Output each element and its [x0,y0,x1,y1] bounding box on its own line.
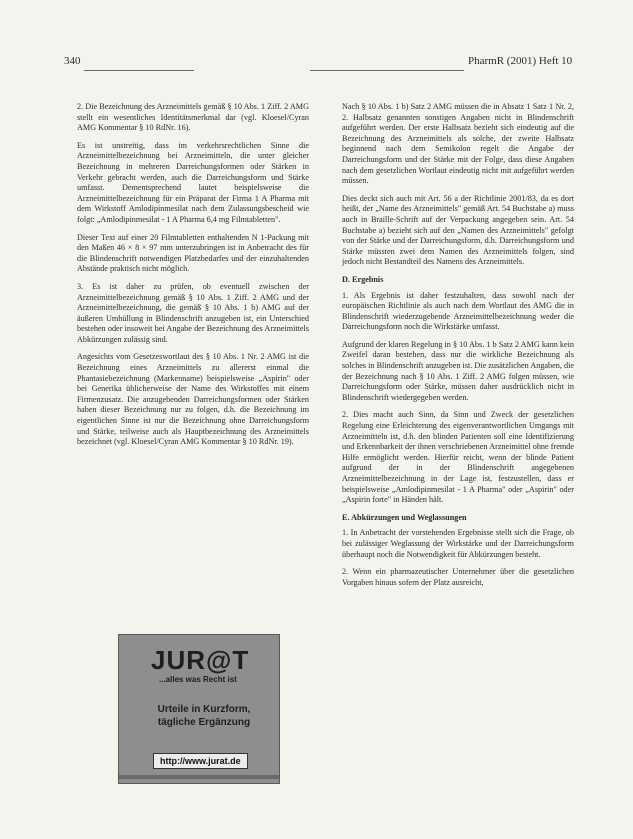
header-rule-right [310,70,464,71]
paragraph: Angesichts vom Gesetzeswortlaut des § 10 Abs. 1 Nr. 2 AMG ist die Bezeichnung eines Arzneimittels zu allererst einmal die Phantasiebezeichnung (Markenname) beispielsweise „Aspirin" oder bei Generika üblicherweise der Name des Wirkstoffes mit einem Firmenzusatz. Die anzugebenden Darreichungsformen oder Stärken haben dieser Bezeichnung nur zu folgen, d.h. die Bezeichnung im eigentlichen Sinne ist nur die Bezeichnung ohne Darreichungsform und Stärke, teilweise auch als Hauptbezeichnung des Arzneimittels bezeichnet (vgl. Kloesel/Cyran AMG Kommentar § 10 RdNr. 19). [77,352,309,447]
journal-reference: PharmR (2001) Heft 10 [468,55,573,67]
paragraph: Es ist unstreitig, dass im verkehrsrechtlichen Sinne die Arzneimittelbezeichnung bei Arzneimitteln, die unter gleicher Bezeichnung in mehreren Darreichungsformen oder Stärken in Verkehr gebracht werden, auch die Darreichungsform und Stärke umfasst. Dementsprechend lautet beispielsweise die Arzneimittelbezeichnung für ein Präparat der Firma 1 A Pharma mit dem Wirkstoff Amlodipinmesilat nach dem Zulassungsbescheid wie folgt: „Amlodipinmesilat - 1 A Pharma 6,4 mg Filmtabletten". [77,140,309,224]
paragraph: 3. Es ist daher zu prüfen, ob eventuell zwischen der Arzneimittelbezeichnung gemäß § 10 Abs. 1 Ziff. 2 AMG und der Arzneimittelbezeichnung, die gemäß § 10 Abs. 1 b) AMG auf der äußeren Umhüllung in Blindenschrift anzugeben ist, ein Unterschied bestehen oder insoweit bei Angabe der Bezeichnung des Arzneimittels Abkürzungen zulässig sind. [77,281,309,344]
section-heading-d: D. Ergebnis [342,274,384,284]
ad-tagline: Urteile in Kurzform, tägliche Ergänzung [157,704,251,728]
paragraph: Dieser Text auf einer 20 Filmtabletten enthaltenden N 1-Packung mit den Maßen 46 × 8 × 97 mm unterzubringen ist in Anbetracht des für die Blindenschrift notwendigen Platzbedarfes und der einzuhaltenden Abstände praktisch nicht möglich. [77,232,309,274]
paragraph: 2. Wenn ein pharmazeutischer Unternehmer über die gesetzlichen Vorgaben hinaus sofern der Platz ausreicht, [342,567,574,587]
paragraph: 1. Als Ergebnis ist daher festzuhalten, dass sowohl nach der europäischen Richtlinie als auch nach dem Wortlaut des AMG die in Blindenschrift wiederzugebende Arzneimittelbezeichnung weder die Darreichungsform noch die Wirkstärke umfasst. [342,290,574,332]
ad-url: http://www.jurat.de [153,753,248,769]
paragraph: Nach § 10 Abs. 1 b) Satz 2 AMG müssen die in Absatz 1 Satz 1 Nr. 2, 2. Halbsatz genannten sonstigen Angaben nicht in Blindenschrift aufgeführt werden. Der erste Halbsatz bezieht sich eindeutig auf die Bezeichnung des Arzneimittels als solche, der zweite Halbsatz beginnend nach dem Semikolon regelt die Angabe der Darreichungsform und der Stärke mit der Folge, dass diese Angaben nach dem gesetzlichen Wortlaut eindeutig nicht mit aufgeführt werden müssen. [342,102,574,186]
paragraph: Aufgrund der klaren Regelung in § 10 Abs. 1 b Satz 2 AMG kann kein Zweifel daran bestehen, dass nur die wirkliche Bezeichnung als solches in Blindenschrift anzugeben ist. Die zusätzlichen Angaben, die der Bezeichnung nach § 10 Abs. 1 Ziff. 2 AMG folgen müssen, wie Darreichungsform oder Stärke, müssen daher ausdrücklich nicht in Blindenschrift wiedergegeben werden. [342,339,574,402]
paragraph: 2. Die Bezeichnung des Arzneimittels gemäß § 10 Abs. 1 Ziff. 2 AMG stellt ein wesentliches Identitätsmerkmal dar (vgl. Kloesel/Cyran AMG Kommentar § 10 RdNr. 16). [77,102,309,133]
jurat-logo: JUR@T [151,645,250,675]
paragraph: 2. Dies macht auch Sinn, da Sinn und Zweck der gesetzlichen Regelung eine Erleichterung des eigenverantwortlichen Umgangs mit Arzneimitteln ist, d.h. den blinden Patienten soll eine Identifizierung und Erkennbarkeit der ihnen verschriebenen Arzneimittel ohne fremde Hilfe ermöglicht werden. Hierfür reicht, wenn der blinde Patient aufgrund der in der Blindenschrift angegebenen Arzneimittelbezeichnung in der Lage ist, festzustellen, dass er beispielsweise „Amlodipinmesilat - 1 A Pharma" oder „Aspirin" oder „Aspirin forte" in Händen hält. [342,410,574,505]
jurat-advertisement [118,634,280,784]
paragraph: Dies deckt sich auch mit Art. 56 a der Richtlinie 2001/83, da es dort heißt, der „Name des Arzneimittels" gemäß Art. 54 Buchstabe a) muss auch in Braille-Schrift auf der Verpackung angegeben sein. Art. 54 Buchstabe a) bezieht sich auf den „Namen des Arzneimittels" gefolgt von der Stärke und der Darreichungsform, d.h. Darreichungsform und Stärke müssten zwei dem Namen des Arzneimittels folgen, sind jedoch nicht Bestandteil des Namens des Arzneimittels. [342,193,574,267]
ad-slogan: ...alles was Recht ist [159,675,237,684]
paragraph: 1. In Anbetracht der vorstehenden Ergebnisse stellt sich die Frage, ob bei zulässiger Weglassung der Wirkstärke und der Darreichungsform überhaupt noch die Notwendigkeit für Abkürzungen besteht. [342,528,574,559]
left-column [77,102,309,455]
right-column [342,102,574,595]
page-number: 340 [64,55,81,67]
header-rule-left [84,70,194,71]
ad-footer-bar [119,775,279,779]
section-heading-e: E. Abkürzungen und Weglassungen [342,512,467,522]
